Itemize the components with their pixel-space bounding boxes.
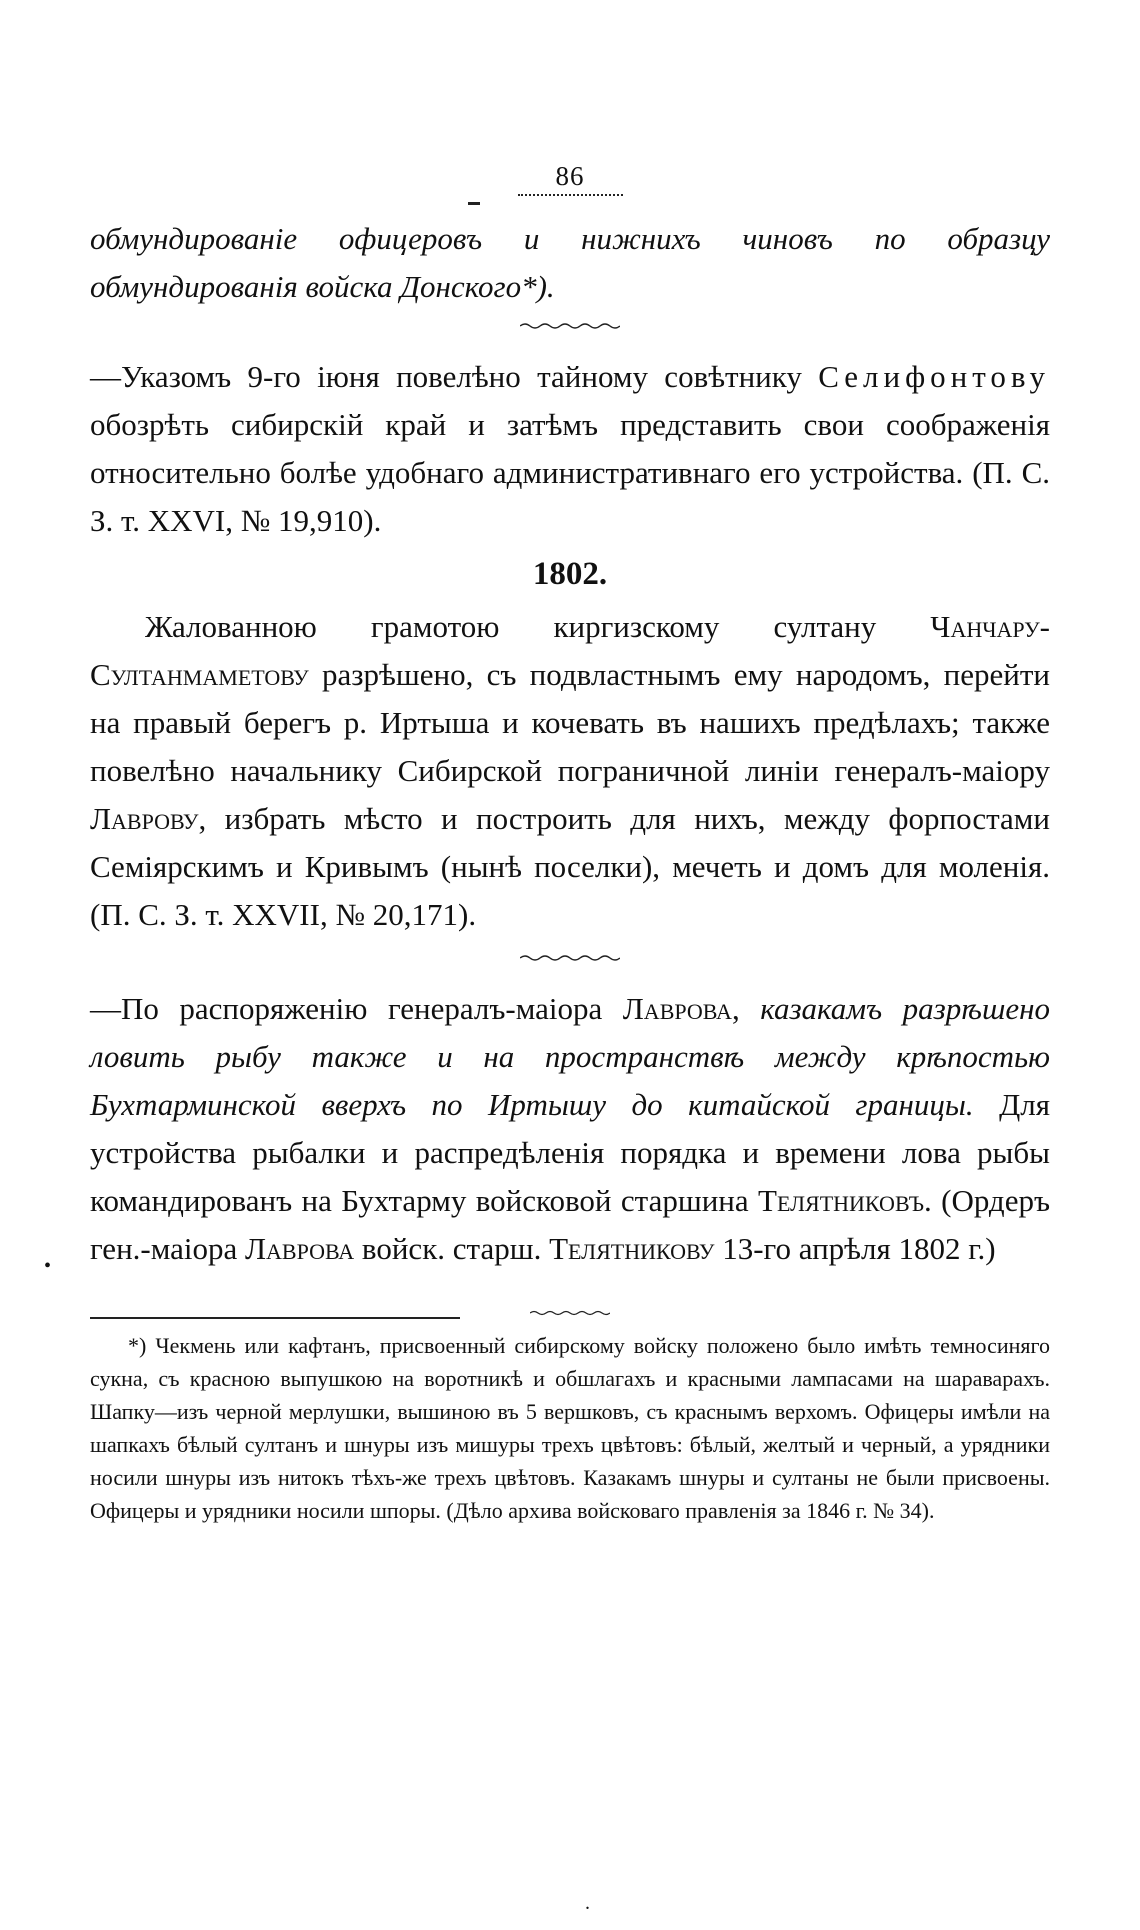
footnote-uniform: *) Чекмень или кафтанъ, присвоенный сибирскому войску положено было имѣть темносиняго сукна, съ красною выпушкою на воротникѣ и обшлагахъ и красными лампасами на шараварахъ. Шапку—изъ черной мерлушки, вышиною въ 5 вершковъ, съ краснымъ верхомъ. Офицеры имѣли на шапкахъ бѣлый султанъ и шнуры изъ мишуры трехъ цвѣтовъ: бѣлый, желтый и черный, а урядники носили шнуры изъ нитокъ тѣхъ-же трехъ цвѣтовъ. Казакамъ шнуры и султаны не были присвоены. Офицеры и урядники носили шпоры. (Дѣло архива войсковаго правленія за 1846 г. № 34). [90,1333,1050,1523]
paragraph-decree-june [90,353,1050,545]
person-name-selifontov: Селифонтову [818,359,1050,394]
paragraph-dash: — [90,991,121,1026]
decree-text-start: Указомъ 9-го іюня повелѣно тайному совѣтнику [121,359,819,394]
paragraph-dash: — [90,359,121,394]
person-name-chanchar: Чанчару-Султанмаметову [90,609,1050,692]
person-name-lavrov: Лаврова [622,991,732,1026]
charter-text-1: Жалованною грамотою киргизскому султану [145,609,931,644]
charter-text-2: разрѣшено, съ подвластнымъ ему народомъ, перейти на правый берегъ р. Иртыша и кочевать въ нашихъ предѣлахъ; также повелѣно начальнику Сибирской пограничной линіи генералъ-маіору [90,657,1050,788]
person-name-lavrov: Лаврову [90,801,199,836]
person-name-telyatnikov: Телятниковъ [758,1183,924,1218]
year-heading: 1802. [532,556,608,592]
fishing-italic-text: казакамъ разрѣшено ловить рыбу также и на пространствѣ между крѣпостью Бухтарминской вверхъ по Иртышу до китайской границы. [90,991,1050,1122]
scan-speck-bottom: . [585,1892,590,1914]
charter-text-3: , избрать мѣсто и построить для нихъ, между форпостами Семіярскимъ и Кривымъ (нынѣ поселки), мечеть и домъ для моленія. (П. С. З. т. XXVII, № 20,171). [90,801,1050,932]
paragraph-charter-kirghiz [90,603,1050,939]
footnote-rule [90,1317,460,1319]
header-mark [468,202,480,205]
fishing-text-4: . (Ордеръ ген.-маіора [90,1183,1050,1266]
page-number: 86 [555,161,585,191]
fishing-text-1: По распоряженію генералъ-маіора [121,991,623,1026]
scan-speck: • [44,1255,52,1277]
person-name-telyatnikov-2: Телятникову [549,1231,715,1266]
fishing-text-5: войск. старш. [354,1231,550,1266]
fishing-text-6: 13-го апрѣля 1802 г.) [714,1231,996,1266]
page-number-dotted-rule [518,194,623,196]
paragraph-fishing-order [90,985,1050,1273]
wavy-separator-2 [520,953,620,963]
person-name-lavrov-2: Лаврова [245,1231,355,1266]
paragraph-uniform-continuation: обмундированіе офицеровъ и нижнихъ чиновъ по образцу обмундированія войска Донского*). [90,221,1050,304]
decree-text-end: обозрѣть сибирскій край и затѣмъ представить свои соображенія относительно болѣе удобнаго административнаго его устройства. (П. С. З. т. XXVI, № 19,910). [90,407,1050,538]
fishing-text-3: Для устройства рыбалки и распредѣленія порядка и времени лова рыбы командированъ на Бухтарму войсковой старшина [90,1087,1050,1218]
fishing-text-2: , [731,991,761,1026]
wavy-separator-1 [520,321,620,331]
wavy-separator-3 [530,1309,610,1317]
